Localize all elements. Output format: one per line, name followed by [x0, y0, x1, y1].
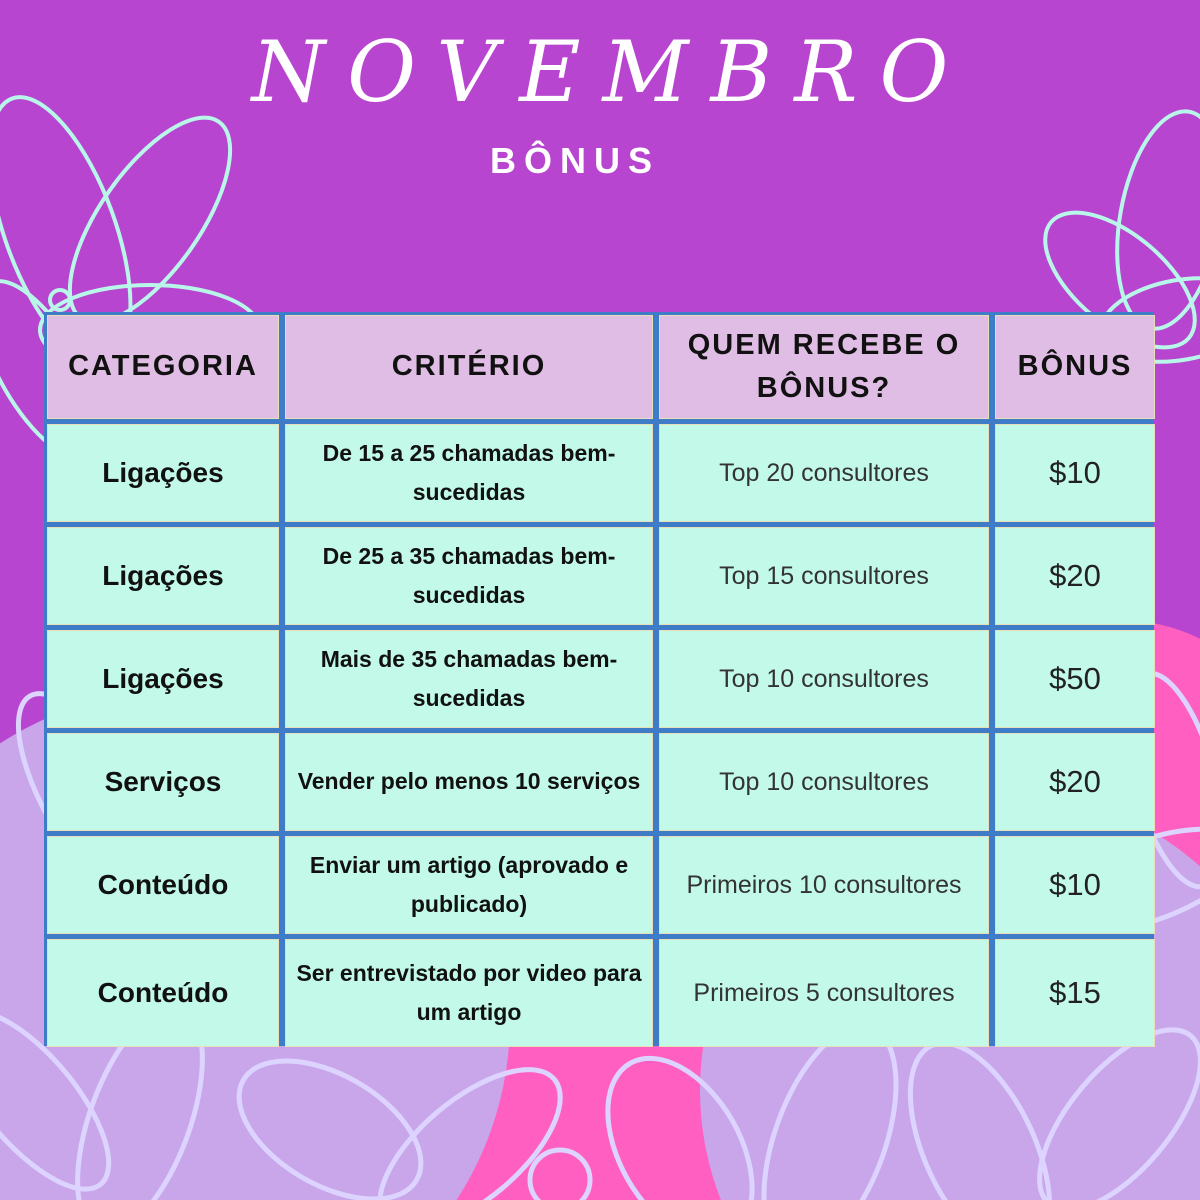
- row-bonus: $15: [995, 939, 1155, 1047]
- row-criterio: Vender pelo menos 10 serviços: [285, 733, 653, 831]
- row-bonus: $50: [995, 630, 1155, 728]
- page-subtitle: BÔNUS: [489, 140, 660, 181]
- row-categoria: Ligações: [47, 424, 279, 522]
- row-quem: Primeiros 5 consultores: [659, 939, 989, 1047]
- row-bonus: $20: [995, 733, 1155, 831]
- row-bonus: $10: [995, 424, 1155, 522]
- row-bonus: $20: [995, 527, 1155, 625]
- row-quem: Top 10 consultores: [659, 733, 989, 831]
- row-bonus: $10: [995, 836, 1155, 934]
- row-categoria: Ligações: [47, 630, 279, 728]
- row-categoria: Conteúdo: [47, 836, 279, 934]
- row-criterio: Enviar um artigo (aprovado e publicado): [285, 836, 653, 934]
- row-categoria: Conteúdo: [47, 939, 279, 1047]
- row-criterio: Ser entrevistado por video para um artigo: [285, 939, 653, 1047]
- header-bonus: BÔNUS: [995, 315, 1155, 419]
- header-quem-recebe: QUEM RECEBE O BÔNUS?: [659, 315, 989, 419]
- header-criterio: CRITÉRIO: [285, 315, 653, 419]
- row-criterio: De 15 a 25 chamadas bem-sucedidas: [285, 424, 653, 522]
- row-categoria: Ligações: [47, 527, 279, 625]
- page-title: NOVEMBRO: [251, 23, 971, 121]
- row-quem: Top 15 consultores: [659, 527, 989, 625]
- row-quem: Primeiros 10 consultores: [659, 836, 989, 934]
- header-categoria: CATEGORIA: [47, 315, 279, 419]
- bonus-table: [44, 312, 1154, 1046]
- row-criterio: Mais de 35 chamadas bem-sucedidas: [285, 630, 653, 728]
- row-criterio: De 25 a 35 chamadas bem-sucedidas: [285, 527, 653, 625]
- row-quem: Top 20 consultores: [659, 424, 989, 522]
- row-quem: Top 10 consultores: [659, 630, 989, 728]
- row-categoria: Serviços: [47, 733, 279, 831]
